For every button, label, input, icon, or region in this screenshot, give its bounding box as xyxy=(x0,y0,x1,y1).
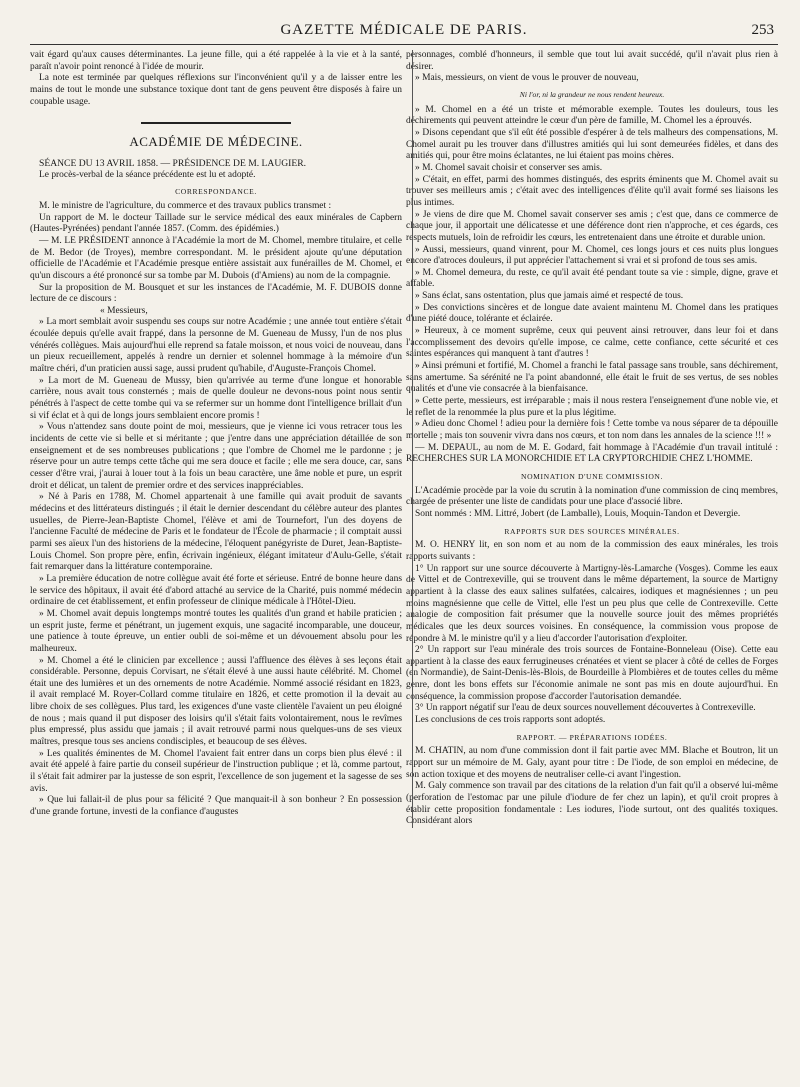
paragraph: » Vous n'attendez sans doute point de moi, messieurs, que je vienne ici vous retracer tous les incidents de cette vie si belle et si méritante ; que j'entre dans une appréciation détaillée de son enseignement et de ses nombreuses publications ; que l'ombre de Chomel me le pardonne ; je réserve pour un autre temps cette tâche qui me sera douce et facile ; elle me sera douce, car, sans cesser d'être vrai, j'aurai à louer tout à la fois un beau caractère, une âme noble et pure, un esprit droit et délicat, un talent de premier ordre et des services inappréciables. xyxy=(30,422,402,491)
page-number: 253 xyxy=(751,22,774,38)
paragraph: La note est terminée par quelques réflexions sur l'inconvénient qu'il y a de laisser entre les mains de tout le monde une substance toxique dont tant de gens peuvent être disposés à faire un coupable usage. xyxy=(30,73,402,107)
paragraph: M. Galy commence son travail par des citations de la relation d'un fait qu'il a observé lui-même (perforation de l'estomac par une pilule d'iodure de fer chez un lapin), et qu'il croit propres à établir cette proposition fondamentale : Les iodures, l'iode surtout, ont des qualités toxiques. Considérant alors xyxy=(406,781,778,827)
paragraph: » Ainsi prémuni et fortifié, M. Chomel a franchi le fatal passage sans trouble, sans déchirement, sans amertume. Sa sérénité ne l'a point abandonné, elle était le fruit de ses vertus, de ses nobles qualités et d'une vie consacrée à la bienfaisance. xyxy=(406,361,778,395)
paragraph: » Les qualités éminentes de M. Chomel l'avaient fait entrer dans un corps bien plus élevé : il avait été appelé à faire partie du conseil supérieur de l'instruction publique ; et là, comme partout, il s'était fait admirer par la justesse de son esprit, l'excellence de son jugement et la sagesse de ses avis. xyxy=(30,748,402,794)
paragraph: M. O. HENRY lit, en son nom et au nom de la commission des eaux minérales, les trois rapports suivants : xyxy=(406,540,778,562)
academy-heading: ACADÉMIE DE MÉDECINE. xyxy=(129,134,303,150)
correspondance-heading: CORRESPONDANCE. xyxy=(175,187,257,197)
seance-line: SÉANCE DU 13 AVRIL 1858. — PRÉSIDENCE DE M. LAUGIER. xyxy=(39,157,307,169)
paragraph: » Disons cependant que s'il eût été possible d'espérer à de tels malheurs des compensations, M. Chomel aurait pu les trouver dans d'illustres amitiés qui lui sont demeurées fidèles, et dans des amitiés qui, pour être moins éclatantes, ne lui étaient pas moins chères. xyxy=(406,127,778,162)
rapport-heading: RAPPORT. — PRÉPARATIONS IODÉES. xyxy=(516,732,668,742)
paragraph: » Heureux, à ce moment suprême, ceux qui peuvent ainsi retrouver, dans leur foi et dans l'accomplissement des devoirs qu'elle impose, ce calme, cette confiance, cette sécurité et ces saintes espérances qui manquent à tant d'autres ! xyxy=(406,326,778,360)
paragraph: « Messieurs, xyxy=(100,305,148,316)
paragraph: personnages, comblé d'honneurs, il semble que tout lui avait succédé, qu'il n'avait plus rien à désirer. xyxy=(406,50,778,72)
paragraph: M. CHATIN, au nom d'une commission dont il fait partie avec MM. Blache et Boutron, lit un rapport sur un mémoire de M. Galy, ayant pour titre : De l'iode, de son emploi en médecine, de son action toxique et des moyens de neutraliser celle-ci avant l'ingestion. xyxy=(406,746,778,780)
paragraph: Sur la proposition de M. Bousquet et sur les instances de l'Académie, M. F. DUBOIS donne lecture de ce discours : xyxy=(30,282,402,305)
paragraph: » La mort semblait avoir suspendu ses coups sur notre Académie ; une année tout entière s'était écoulée depuis qu'elle avait frappé, dans la personne de M. Gueneau de Mussy, l'un de nos plus vénérés collègues. Mais aujourd'hui elle reprend sa fatale moisson, et nous voici de nouveau, dans un pieux recueillement, appelés à rendre un dernier et solennel hommage à la mémoire d'un maître chéri, d'un praticien aussi sage, aussi prudent qu'habile, d'Auguste-François Chomel. xyxy=(30,317,402,375)
sources-heading: RAPPORTS SUR DES SOURCES MINÉRALES. xyxy=(504,526,680,536)
paragraph: » Mais, messieurs, on vient de vous le prouver de nouveau, xyxy=(415,73,639,84)
left-column xyxy=(30,50,402,828)
paragraph: vait égard qu'aux causes déterminantes. La jeune fille, qui a été rappelée à la vie et à la santé, paraît n'avoir point renoncé à l'idée de mourir. xyxy=(30,50,402,72)
paragraph: » M. Chomel demeura, du reste, ce qu'il avait été pendant toute sa vie : simple, digne, grave et affable. xyxy=(406,267,778,290)
paragraph: » Né à Paris en 1788, M. Chomel appartenait à une famille qui avait produit de savants médecins et des littérateurs distingués ; il était le dernier descendant du célèbre auteur des plantes usuelles, de Pierre-Jean-Baptiste Chomel, l'élève et ami de Tournefort, l'un des doyens de l'ancienne Faculté de médecine de Paris et le fondateur de l'École de pharmacie ; il comptait aussi parmi ses aïeux l'un des historiens de la médecine, l'éloquent panégyriste de Duret, Jean-Baptiste-Louis Chomel. Son propre père, enfin, écrivain ingénieux, élégant imitateur d'Aulu-Gelle, s'était fait remarquer dans la littérature contemporaine. xyxy=(30,492,402,573)
paragraph: Sont nommés : MM. Littré, Jobert (de Lamballe), Louis, Moquin-Tandon et Devergie. xyxy=(415,508,741,519)
paragraph: — M. LE PRÉSIDENT annonce à l'Académie la mort de M. Chomel, membre titulaire, et celle de M. Bedor (de Troyes), membre correspondant. M. le président ajoute qu'une députation officielle de l'Académie et l'Académie presque entière assistait aux funérailles de M. Chomel, et qu'un discours a été prononcé sur sa tombe par M. Dubois (d'Amiens) au nom de la compagnie. xyxy=(30,235,402,281)
section-divider xyxy=(141,122,291,124)
paragraph: » M. Chomel avait depuis longtemps montré toutes les qualités d'un grand et habile praticien ; un esprit juste, ferme et pénétrant, un jugement exquis, une sagacité incomparable, une douceur, une patience à toute épreuve, un entier oubli de soi-même et un dévouement absolu pour les malheureux. xyxy=(30,608,402,654)
paragraph: » Des convictions sincères et de longue date avaient maintenu M. Chomel dans les pratiques d'une piété douce, tolérante et éclairée. xyxy=(406,302,778,325)
paragraph: » Que lui fallait-il de plus pour sa félicité ? Que manquait-il à son bonheur ? En possession d'une grande fortune, investi de la confiance d'augustes xyxy=(30,795,402,818)
paragraph: 3° Un rapport négatif sur l'eau de deux sources nouvellement découvertes à Contrexeville. xyxy=(415,703,756,714)
page-header xyxy=(30,10,778,45)
verse-quote: Ni l'or, ni la grandeur ne nous rendent heureux. xyxy=(519,89,665,99)
paragraph: » La mort de M. Gueneau de Mussy, bien qu'arrivée au terme d'une longue et honorable carrière, nous avait tous consternés ; mais de quelle douleur ne devons-nous point nous sentir pénétrés à l'aspect de cette tombe qui va se refermer sur un homme dont l'intelligence brillait d'un si vif éclat et à qui de longs jours semblaient encore promis ! xyxy=(30,375,402,421)
right-column xyxy=(406,50,778,828)
paragraph: » Je viens de dire que M. Chomel savait conserver ses amis ; c'est que, dans ce commerce de chaque jour, il apportait une délicatesse et une déférence dont rien n'approche, et ces égards, ces respects mutuels, loin de refroidir les cœurs, les entretenaient dans une étroite et durable union. xyxy=(406,209,778,243)
paragraph: — M. DEPAUL, au nom de M. E. Godard, fait hommage à l'Académie d'un travail intitulé : RECHERCHES SUR LA MONORCHIDIE ET LA CRYPTORCHIDIE CHEZ L'HOMME. xyxy=(406,442,778,465)
paragraph: M. le ministre de l'agriculture, du commerce et des travaux publics transmet : xyxy=(39,200,332,211)
paragraph: » M. Chomel en a été un triste et mémorable exemple. Toutes les douleurs, tous les déchirements qui peuvent atteindre le cœur d'un père de famille, M. Chomel les a éprouvés. xyxy=(406,104,778,127)
paragraph: Les conclusions de ces trois rapports sont adoptés. xyxy=(415,715,606,726)
paragraph: 2° Un rapport sur l'eau minérale des trois sources de Fontaine-Bonneleau (Oise). Cette eau appartient à la classe des eaux ferrugineuses crénatées et vient se placer à côté de celles de Forges (en Normandie), de Saint-Denis-lès-Blois, de Bourdeille à Plombières et de toutes celles du même genre, dont les bons effets sur l'économie animale ne sont pas mis en doute aujourd'hui. En conséquence, la commission propose d'accorder l'autorisation demandée. xyxy=(406,645,778,702)
paragraph: » Adieu donc Chomel ! adieu pour la dernière fois ! Cette tombe va nous séparer de ta dépouille mortelle ; mais ton souvenir vivra dans nos cœurs, et ton nom dans les annales de la science !!! » xyxy=(406,419,778,441)
paragraph: » C'était, en effet, parmi des hommes distingués, des esprits éminents que M. Chomel avait su trouver ses meilleurs amis ; c'était avec des intelligences d'élite qu'il avait formé ses liaisons les plus intimes. xyxy=(406,174,778,208)
paragraph: » Aussi, messieurs, quand vinrent, pour M. Chomel, ces longs jours et ces nuits plus longues encore d'atroces douleurs, il put apprécier l'attachement si vrai et si profond de tous ses amis. xyxy=(406,244,778,267)
paragraph: » M. Chomel a été le clinicien par excellence ; aussi l'affluence des élèves à ses leçons était considérable. Personne, depuis Corvisart, ne s'était élevé à une aussi haute célébrité. M. Chomel était une des lumières et un des ornements de notre Académie. Nommé associé résidant en 1823, il avait remplacé M. Royer-Collard comme titulaire en 1826, et cette promotion il la devait au libre choix de ses collègues. Plus tard, les exigences d'une vaste clientèle l'avaient un peu éloigné de nous ; mais quand il put disposer des loisirs qu'il s'était faits volontairement, nous le revîmes plus empressé, plus assidu que jamais ; il avait retrouvé parmi nous quelques-uns de ses vieux maîtres, presque tous ses anciens condisciples, et beaucoup de ses élèves. xyxy=(30,655,402,748)
journal-title: GAZETTE MÉDICALE DE PARIS. xyxy=(280,22,528,38)
paragraph: Un rapport de M. le docteur Taillade sur le service médical des eaux minérales de Capbern (Hautes-Pyrénées) pendant l'année 1857. (Comm. des épidémies.) xyxy=(30,212,402,235)
paragraph: L'Académie procède par la voie du scrutin à la nomination d'une commission de cinq membres, chargée de présenter une liste de candidats pour une place d'associé libre. xyxy=(406,485,778,508)
paragraph: 1° Un rapport sur une source découverte à Martigny-lès-Lamarche (Vosges). Comme les eaux de Vittel et de Contrexeville, qui se trouvent dans le même département, la source de Martigny appartient à la classe des eaux salines sulfatées, calcaires, iodiques et magnésiennes ; un peu moins magnésienne que celle de Vittel, elle l'est un peu plus que celle de Contrexeville. Cette analogie de composition fait présumer que la nouvelle source jouit des mêmes propriétés médicales que les deux sources voisines. En conséquence, la commission vous propose de répondre à M. le ministre qu'il y a lieu d'accorder l'autorisation d'exploiter. xyxy=(406,563,778,644)
nomination-heading: NOMINATION D'UNE COMMISSION. xyxy=(521,471,663,481)
paragraph: » Sans éclat, sans ostentation, plus que jamais aimé et respecté de tous. xyxy=(415,291,684,302)
paragraph: Le procès-verbal de la séance précédente est lu et adopté. xyxy=(39,169,256,180)
paragraph: » Cette perte, messieurs, est irréparable ; mais il nous restera l'enseignement d'une noble vie, et le reflet de la renommée la plus pure et la plus légitime. xyxy=(406,396,778,418)
paragraph: » La première éducation de notre collègue avait été forte et sérieuse. Entré de bonne heure dans le service des hôpitaux, il avait été d'abord attaché au service de la Charité, puis nommé médecin ordinaire de cet établissement, et enfin professeur de clinique médicale à l'Hôtel-Dieu. xyxy=(30,573,402,608)
paragraph: » M. Chomel savait choisir et conserver ses amis. xyxy=(415,162,603,173)
columns xyxy=(30,50,778,828)
